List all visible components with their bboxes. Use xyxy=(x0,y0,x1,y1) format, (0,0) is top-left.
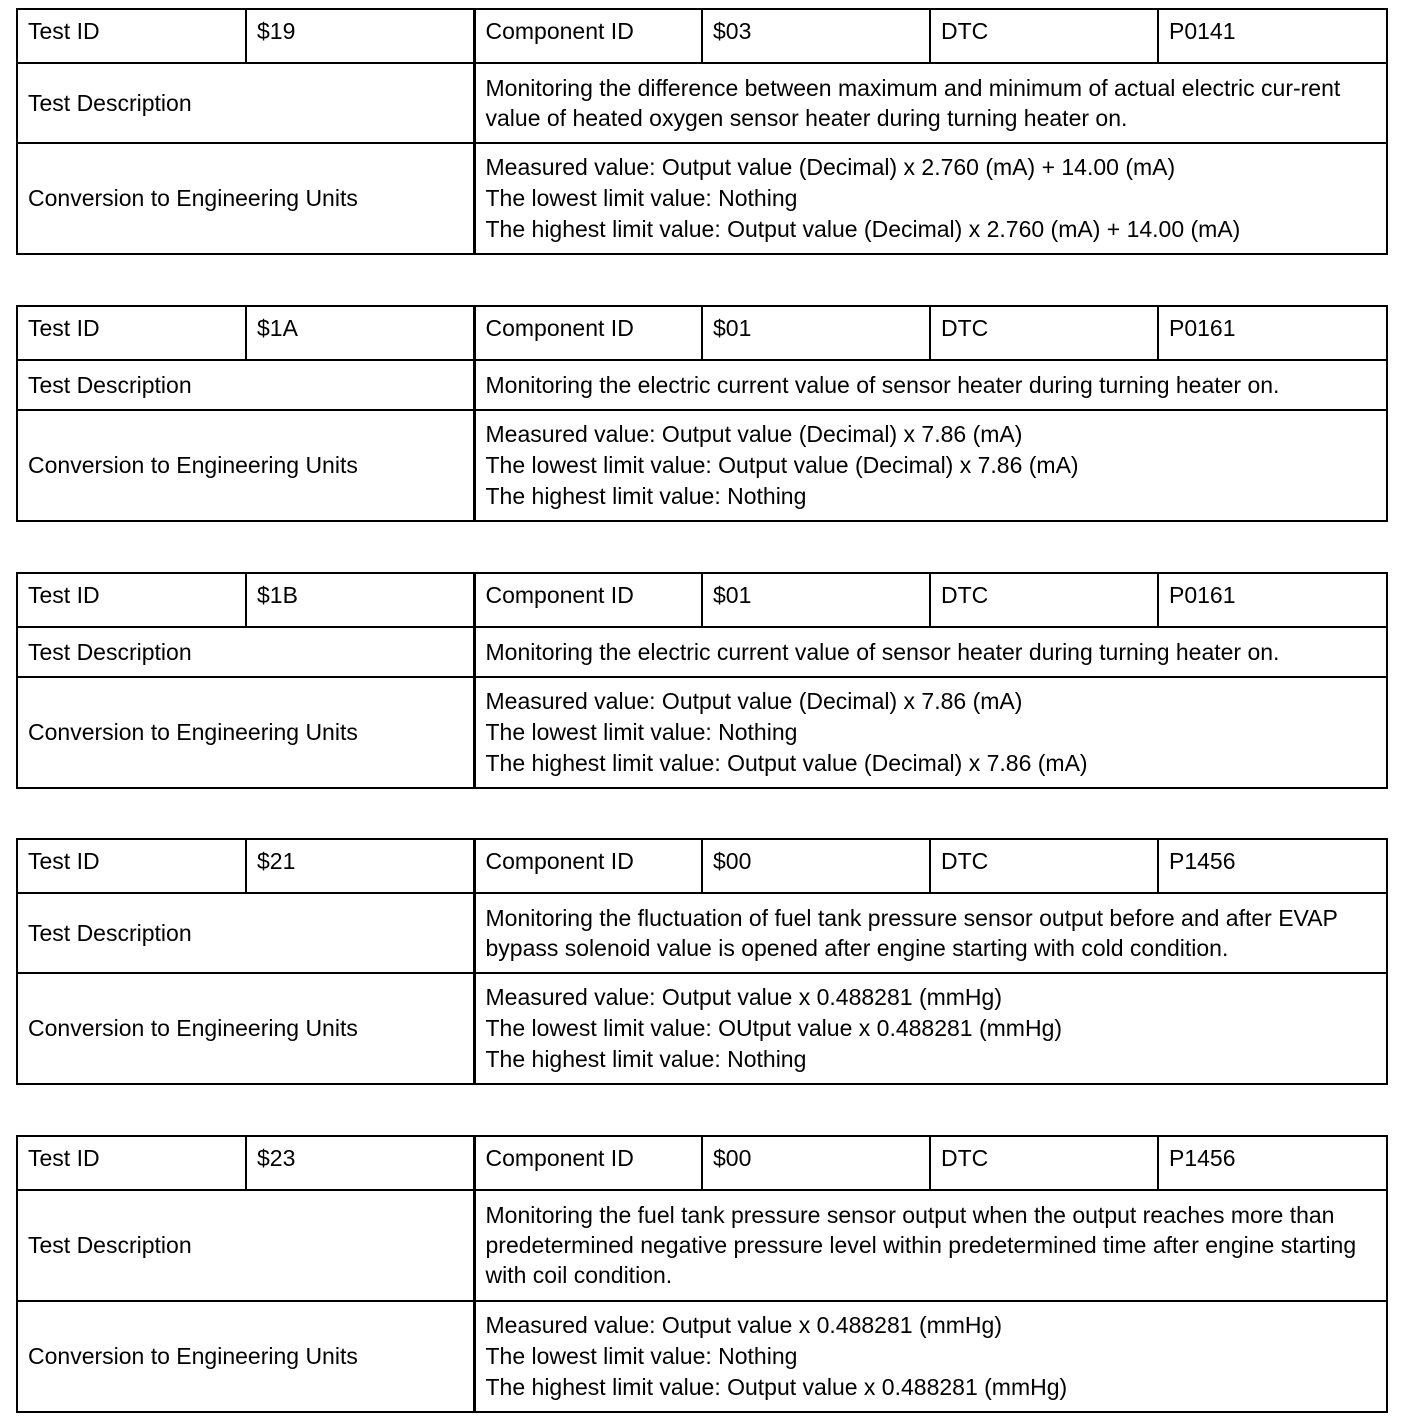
highest-limit-line: The highest limit value: Nothing xyxy=(485,1046,807,1072)
test-description-label: Test Description xyxy=(17,627,474,677)
dtc-value: P0141 xyxy=(1158,9,1387,63)
description-row xyxy=(17,63,1387,143)
description-text: Monitoring the fluctuation of fuel tank pressure sensor output before and after EVAP bypass solenoid value is opened after engine starting with cold condition. xyxy=(485,904,1338,961)
lowest-limit-line: The lowest limit value: Nothing xyxy=(485,1343,798,1369)
test-description-label: Test Description xyxy=(17,893,474,973)
lowest-limit-line: The lowest limit value: Output value (Decimal) x 7.86 (mA) xyxy=(485,452,1079,478)
test-description-label: Test Description xyxy=(17,1190,474,1301)
component-id-value: $03 xyxy=(702,9,930,63)
test-id-value: $23 xyxy=(246,1136,474,1190)
dtc-label: DTC xyxy=(930,573,1158,627)
header-row xyxy=(17,9,1387,63)
measured-value-line: Measured value: Output value (Decimal) x 7.86 (mA) xyxy=(485,688,1023,714)
test-table-5 xyxy=(16,1135,1388,1413)
dtc-value: P1456 xyxy=(1158,1136,1387,1190)
test-id-value: $19 xyxy=(246,9,474,63)
component-id-value: $01 xyxy=(702,306,930,360)
lowest-limit-line: The lowest limit value: Nothing xyxy=(485,719,798,745)
highest-limit-line: The highest limit value: Nothing xyxy=(485,483,807,509)
description-row xyxy=(17,360,1387,410)
test-description-value xyxy=(474,1190,1387,1301)
conversion-row xyxy=(17,143,1387,254)
highest-limit-line: The highest limit value: Output value (Decimal) x 7.86 (mA) xyxy=(485,750,1088,776)
test-description-label: Test Description xyxy=(17,360,474,410)
measured-value-line: Measured value: Output value (Decimal) x 7.86 (mA) xyxy=(485,421,1023,447)
test-description-label: Test Description xyxy=(17,63,474,143)
component-id-label: Component ID xyxy=(474,573,702,627)
conversion-label: Conversion to Engineering Units xyxy=(17,973,474,1084)
component-id-value: $00 xyxy=(702,839,930,893)
conversion-label: Conversion to Engineering Units xyxy=(17,1301,474,1412)
conversion-row xyxy=(17,677,1387,788)
component-id-label: Component ID xyxy=(474,1136,702,1190)
measured-value-line: Measured value: Output value x 0.488281 (mmHg) xyxy=(485,984,1002,1010)
test-id-label: Test ID xyxy=(17,306,246,360)
component-id-label: Component ID xyxy=(474,306,702,360)
conversion-label: Conversion to Engineering Units xyxy=(17,677,474,788)
dtc-label: DTC xyxy=(930,839,1158,893)
header-row xyxy=(17,839,1387,893)
conversion-value xyxy=(474,1301,1387,1412)
header-row xyxy=(17,306,1387,360)
test-table-3 xyxy=(16,572,1388,789)
test-id-value: $1A xyxy=(246,306,474,360)
test-id-value: $21 xyxy=(246,839,474,893)
conversion-value xyxy=(474,410,1387,521)
lowest-limit-line: The lowest limit value: OUtput value x 0.488281 (mmHg) xyxy=(485,1015,1063,1041)
test-table-1 xyxy=(16,8,1388,255)
description-text: Monitoring the difference between maximum and minimum of actual electric cur-rent value of heated oxygen sensor heater during turning heater on. xyxy=(485,74,1341,131)
conversion-label: Conversion to Engineering Units xyxy=(17,410,474,521)
header-row xyxy=(17,573,1387,627)
dtc-value: P0161 xyxy=(1158,306,1387,360)
test-description-value xyxy=(474,893,1387,973)
test-id-label: Test ID xyxy=(17,9,246,63)
description-row xyxy=(17,627,1387,677)
test-id-label: Test ID xyxy=(17,573,246,627)
conversion-row xyxy=(17,973,1387,1084)
test-description-value xyxy=(474,627,1387,677)
conversion-value xyxy=(474,143,1387,254)
description-text: Monitoring the electric current value of sensor heater during turning heater on. xyxy=(485,371,1280,398)
conversion-label: Conversion to Engineering Units xyxy=(17,143,474,254)
test-table-2 xyxy=(16,305,1388,522)
description-text: Monitoring the electric current value of sensor heater during turning heater on. xyxy=(485,638,1280,665)
description-text: Monitoring the fuel tank pressure sensor output when the output reaches more than predetermined negative pressure level within predetermined time after engine starting with coil condition. xyxy=(485,1202,1357,1288)
dtc-label: DTC xyxy=(930,9,1158,63)
conversion-value xyxy=(474,973,1387,1084)
dtc-value: P0161 xyxy=(1158,573,1387,627)
test-description-value xyxy=(474,360,1387,410)
component-id-value: $01 xyxy=(702,573,930,627)
dtc-value: P1456 xyxy=(1158,839,1387,893)
conversion-row xyxy=(17,410,1387,521)
test-id-value: $1B xyxy=(246,573,474,627)
header-row xyxy=(17,1136,1387,1190)
component-id-label: Component ID xyxy=(474,839,702,893)
conversion-value xyxy=(474,677,1387,788)
component-id-label: Component ID xyxy=(474,9,702,63)
test-id-label: Test ID xyxy=(17,839,246,893)
lowest-limit-line: The lowest limit value: Nothing xyxy=(485,185,798,211)
highest-limit-line: The highest limit value: Output value x 0.488281 (mmHg) xyxy=(485,1374,1068,1400)
description-row xyxy=(17,1190,1387,1301)
test-description-value xyxy=(474,63,1387,143)
test-table-4 xyxy=(16,838,1388,1085)
dtc-label: DTC xyxy=(930,306,1158,360)
dtc-label: DTC xyxy=(930,1136,1158,1190)
description-row xyxy=(17,893,1387,973)
measured-value-line: Measured value: Output value (Decimal) x 2.760 (mA) + 14.00 (mA) xyxy=(485,154,1176,180)
conversion-row xyxy=(17,1301,1387,1412)
component-id-value: $00 xyxy=(702,1136,930,1190)
test-id-label: Test ID xyxy=(17,1136,246,1190)
highest-limit-line: The highest limit value: Output value (Decimal) x 2.760 (mA) + 14.00 (mA) xyxy=(485,216,1241,242)
measured-value-line: Measured value: Output value x 0.488281 (mmHg) xyxy=(485,1312,1002,1338)
